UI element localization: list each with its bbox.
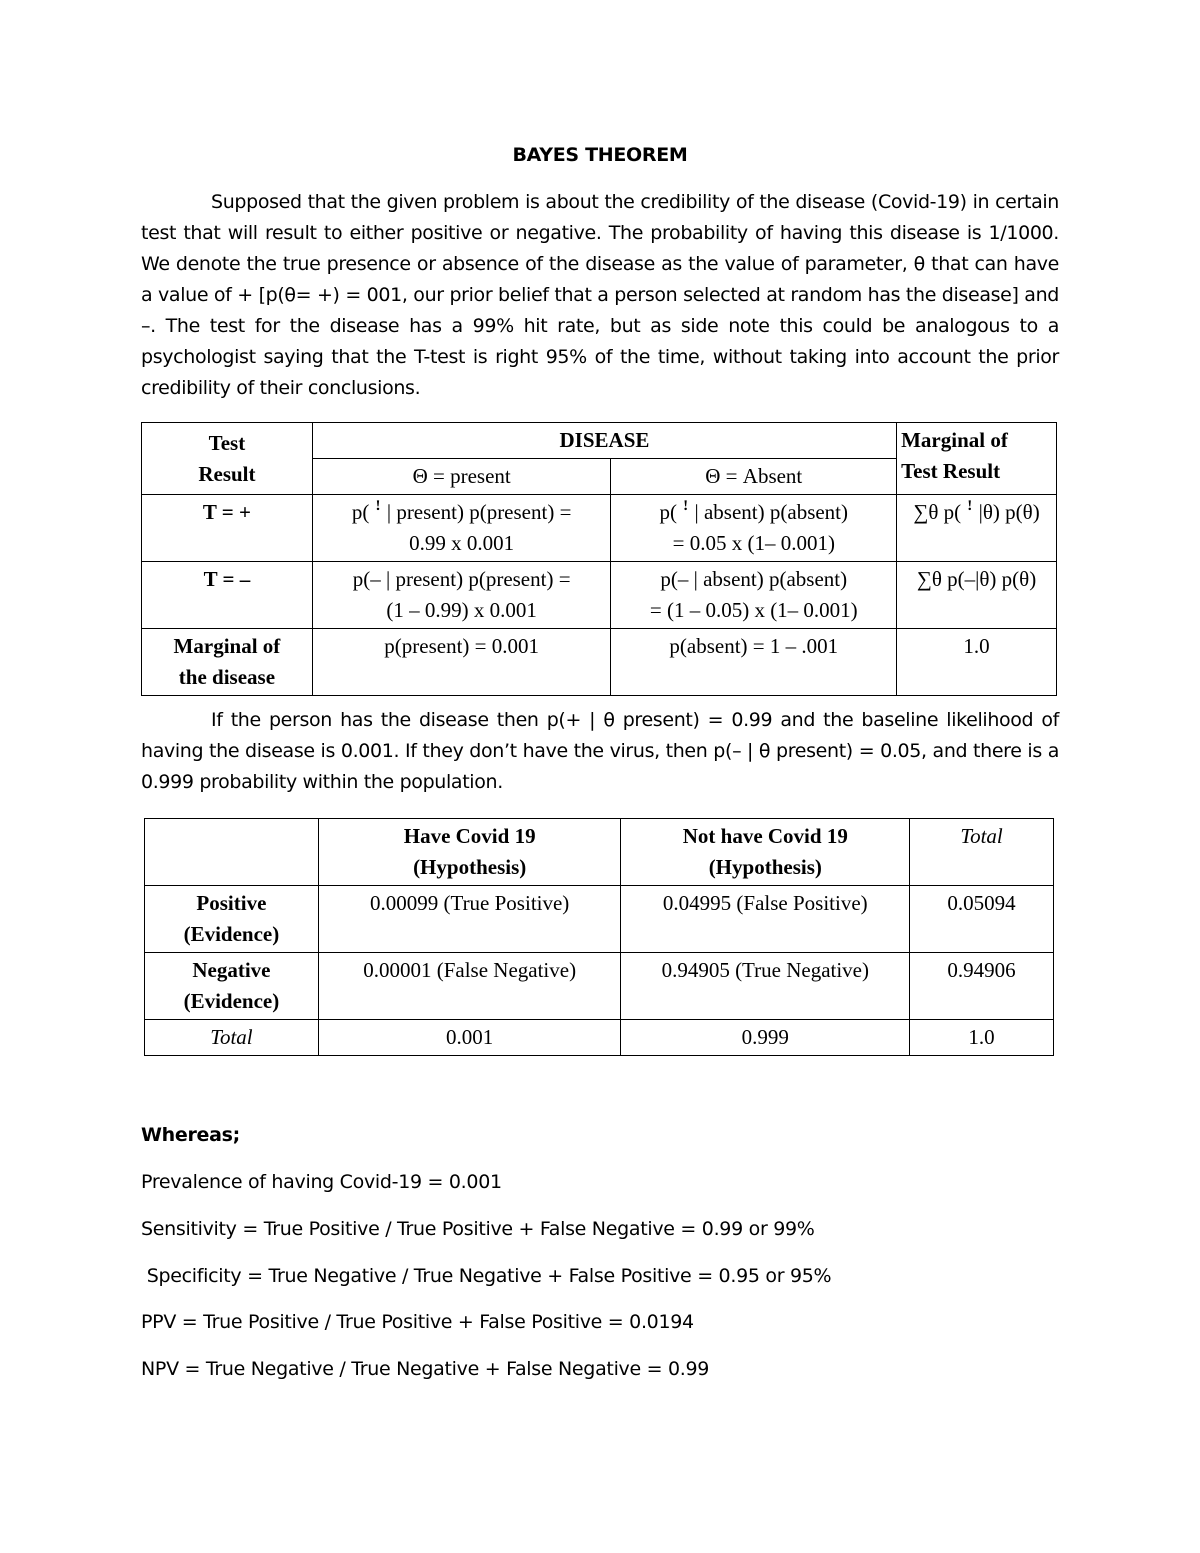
row-positive-total: 0.05094	[910, 886, 1054, 953]
row-total-label: Total	[145, 1020, 319, 1056]
row-negative-total: 0.94906	[910, 953, 1054, 1020]
row-negative-not: 0.94905 (True Negative)	[621, 953, 910, 1020]
marginal-test-header: Marginal of Test Result	[897, 423, 1057, 495]
row-negative-label: Negative (Evidence)	[145, 953, 319, 1020]
disease-header: DISEASE	[312, 423, 896, 459]
corner-cell	[145, 819, 319, 886]
intro-text: Supposed that the given problem is about the credibility of the disease (Covid-19) in certain test that will result to either positive or negative. The probability of having this disease is 1/1000. We denote the true presence or absence of the disease as the value of parameter, θ that can have a value of + [p(θ= +) = 001, our prior belief that a person selected at random has the disease] and –. The test for the disease has a 99% hit rate, but as side note this could be analogous to a psychologist saying that the T-test is right 95% of the time, without taking into account the prior credibility of their conclusions.	[141, 191, 1059, 399]
row-marginal-total: 1.0	[897, 629, 1057, 696]
header-not-have-covid: Not have Covid 19 (Hypothesis)	[621, 819, 910, 886]
middle-paragraph	[141, 705, 1059, 798]
header-have-covid: Have Covid 19 (Hypothesis)	[318, 819, 621, 886]
row-minus-absent: p(– | absent) p(absent) = (1 – 0.05) x (1– 0.001)	[611, 562, 897, 629]
disease-table	[141, 422, 1057, 696]
middle-text: If the person has the disease then p(+ | θ present) = 0.99 and the baseline likelihood of having the disease is 0.001. If they don’t have the virus, then p(– | θ present) = 0.05, and there is a 0.999 probability within the population.	[141, 709, 1059, 793]
row-positive-not: 0.04995 (False Positive)	[621, 886, 910, 953]
row-total-have: 0.001	[318, 1020, 621, 1056]
row-marginal-present: p(present) = 0.001	[312, 629, 611, 696]
sensitivity-line: Sensitivity = True Positive / True Positive + False Negative = 0.99 or 99%	[141, 1218, 815, 1240]
row-positive-have: 0.00099 (True Positive)	[318, 886, 621, 953]
row-minus-present: p(– | present) p(present) = (1 – 0.99) x 0.001	[312, 562, 611, 629]
row-total-not: 0.999	[621, 1020, 910, 1056]
row-minus-marginal: ∑θ p(–|θ) p(θ)	[897, 562, 1057, 629]
specificity-line: Specificity = True Negative / True Negative + False Positive = 0.95 or 95%	[141, 1265, 832, 1287]
prevalence-line: Prevalence of having Covid-19 = 0.001	[141, 1171, 502, 1193]
npv-line: NPV = True Negative / True Negative + False Negative = 0.99	[141, 1358, 710, 1380]
present-header: Θ = present	[312, 459, 611, 495]
row-minus-label: T = –	[142, 562, 313, 629]
page-title: BAYES THEOREM	[512, 144, 688, 166]
intro-paragraph	[141, 187, 1059, 404]
row-plus-absent: p( ꜝ | absent) p(absent) = 0.05 x (1– 0.001)	[611, 495, 897, 562]
ppv-line: PPV = True Positive / True Positive + False Positive = 0.0194	[141, 1311, 694, 1333]
row-total-total: 1.0	[910, 1020, 1054, 1056]
covid-table	[144, 818, 1054, 1056]
row-marginal-label: Marginal of the disease	[142, 629, 313, 696]
row-marginal-absent: p(absent) = 1 – .001	[611, 629, 897, 696]
absent-header: Θ = Absent	[611, 459, 897, 495]
row-plus-present: p( ꜝ | present) p(present) = 0.99 x 0.001	[312, 495, 611, 562]
test-result-header: Test Result	[142, 423, 313, 495]
whereas-heading: Whereas;	[141, 1124, 240, 1146]
row-plus-marginal: ∑θ p( ꜝ |θ) p(θ)	[897, 495, 1057, 562]
row-positive-label: Positive (Evidence)	[145, 886, 319, 953]
header-total: Total	[910, 819, 1054, 886]
row-negative-have: 0.00001 (False Negative)	[318, 953, 621, 1020]
row-plus-label: T = +	[142, 495, 313, 562]
